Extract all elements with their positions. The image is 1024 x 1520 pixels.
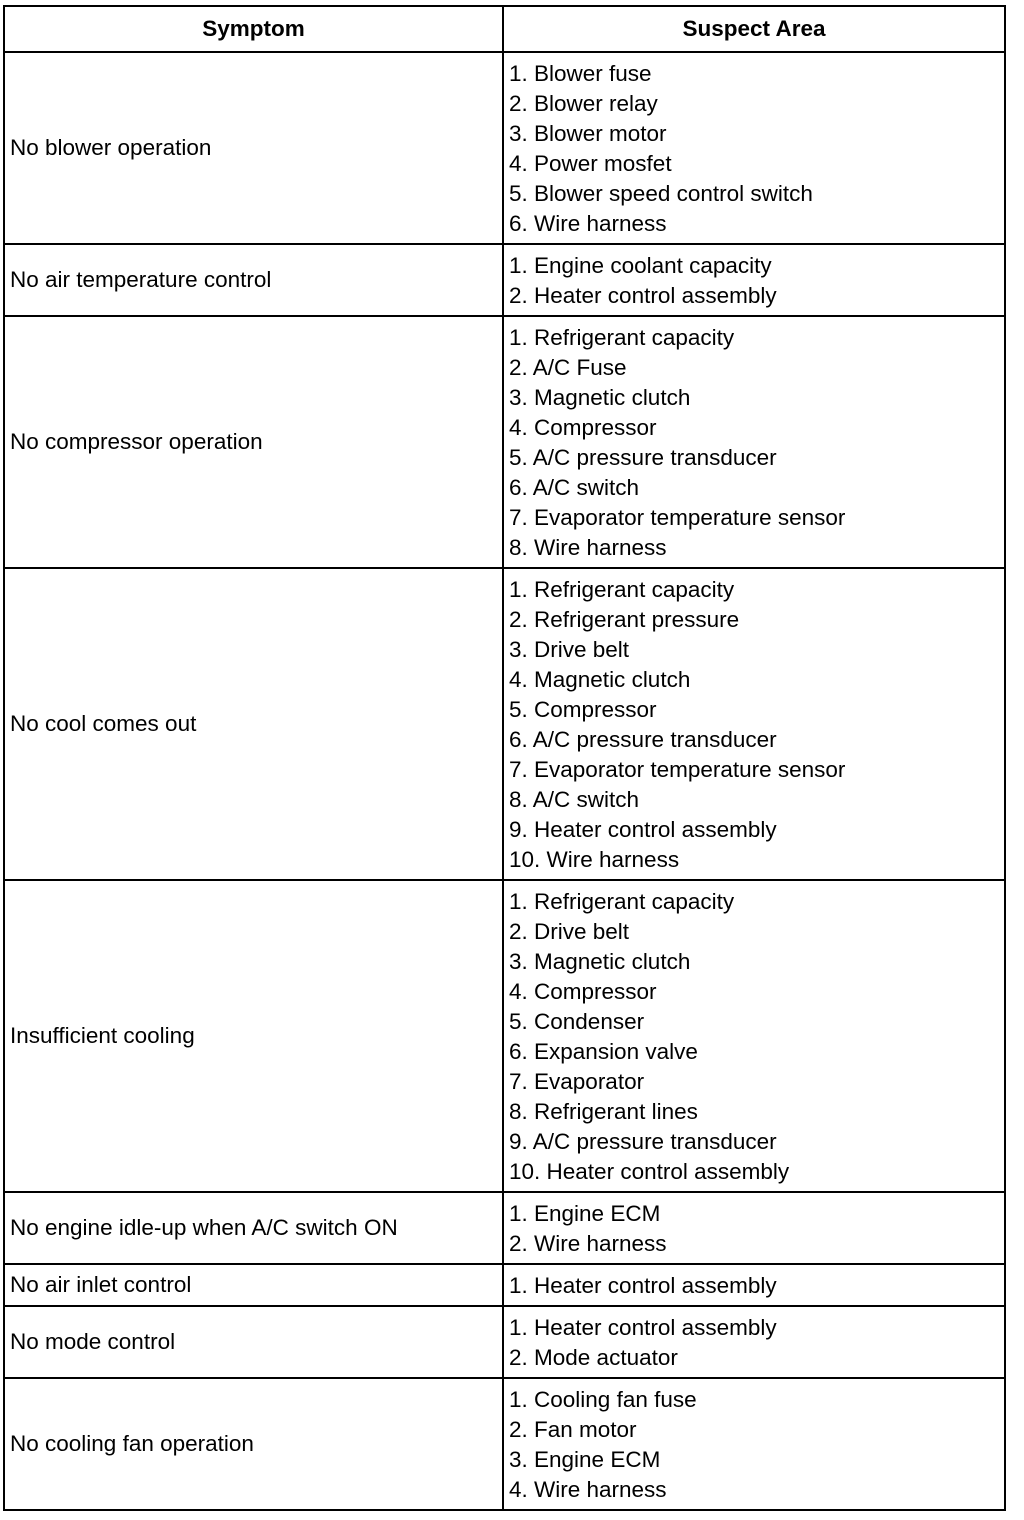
suspect-item: 8. Wire harness — [509, 535, 667, 560]
suspect-item: 6. A/C pressure transducer — [509, 727, 777, 752]
table-row — [4, 568, 1005, 880]
troubleshooting-table — [3, 5, 1006, 1511]
table-row — [4, 1264, 1005, 1306]
suspect-area-cell — [503, 1306, 1005, 1378]
header-symptom: Symptom — [4, 6, 503, 52]
suspect-item: 2. Fan motor — [509, 1417, 637, 1442]
suspect-item: 4. Compressor — [509, 415, 657, 440]
header-row — [4, 6, 1005, 52]
table-row — [4, 1192, 1005, 1264]
suspect-item: 8. Refrigerant lines — [509, 1099, 698, 1124]
table-body — [4, 52, 1005, 1510]
suspect-item: 1. Refrigerant capacity — [509, 577, 735, 602]
suspect-area-cell — [503, 1378, 1005, 1510]
suspect-item: 2. Drive belt — [509, 919, 630, 944]
suspect-item: 2. Wire harness — [509, 1231, 667, 1256]
suspect-item: 9. A/C pressure transducer — [509, 1129, 777, 1154]
suspect-area-cell — [503, 568, 1005, 880]
suspect-item: 3. Blower motor — [509, 121, 667, 146]
suspect-area-cell — [503, 52, 1005, 244]
suspect-item: 3. Magnetic clutch — [509, 385, 691, 410]
symptom-cell: No engine idle-up when A/C switch ON — [4, 1192, 503, 1264]
suspect-item: 2. Refrigerant pressure — [509, 607, 740, 632]
suspect-item: 4. Magnetic clutch — [509, 667, 691, 692]
suspect-item: 5. A/C pressure transducer — [509, 445, 777, 470]
symptom-cell: No blower operation — [4, 52, 503, 244]
suspect-item: 7. Evaporator — [509, 1069, 645, 1094]
suspect-item: 1. Engine coolant capacity — [509, 253, 772, 278]
suspect-item: 10. Wire harness — [509, 847, 680, 872]
suspect-item: 2. Mode actuator — [509, 1345, 678, 1370]
suspect-item: 3. Engine ECM — [509, 1447, 661, 1472]
suspect-item: 9. Heater control assembly — [509, 817, 777, 842]
suspect-area-cell — [503, 316, 1005, 568]
suspect-item: 2. Blower relay — [509, 91, 658, 116]
suspect-item: 7. Evaporator temperature sensor — [509, 505, 846, 530]
suspect-item: 6. Expansion valve — [509, 1039, 698, 1064]
suspect-item: 4. Wire harness — [509, 1477, 667, 1502]
table-row — [4, 244, 1005, 316]
symptom-cell: No compressor operation — [4, 316, 503, 568]
symptom-cell: No cool comes out — [4, 568, 503, 880]
symptom-cell: No mode control — [4, 1306, 503, 1378]
suspect-item: 5. Compressor — [509, 697, 657, 722]
suspect-item: 4. Power mosfet — [509, 151, 672, 176]
suspect-item: 10. Heater control assembly — [509, 1159, 790, 1184]
suspect-area-cell — [503, 880, 1005, 1192]
symptom-cell: No cooling fan operation — [4, 1378, 503, 1510]
symptom-cell: No air inlet control — [4, 1264, 503, 1306]
suspect-item: 1. Engine ECM — [509, 1201, 661, 1226]
table-row — [4, 316, 1005, 568]
suspect-item: 7. Evaporator temperature sensor — [509, 757, 846, 782]
table-row — [4, 1306, 1005, 1378]
suspect-item: 1. Cooling fan fuse — [509, 1387, 697, 1412]
suspect-item: 5. Blower speed control switch — [509, 181, 813, 206]
suspect-item: 3. Drive belt — [509, 637, 630, 662]
suspect-item: 3. Magnetic clutch — [509, 949, 691, 974]
suspect-item: 6. A/C switch — [509, 475, 640, 500]
suspect-item: 1. Heater control assembly — [509, 1273, 777, 1298]
table-row — [4, 1378, 1005, 1510]
table-row — [4, 880, 1005, 1192]
suspect-area-cell — [503, 1192, 1005, 1264]
suspect-item: 2. A/C Fuse — [509, 355, 627, 380]
suspect-item: 5. Condenser — [509, 1009, 645, 1034]
suspect-item: 8. A/C switch — [509, 787, 640, 812]
symptom-cell: No air temperature control — [4, 244, 503, 316]
suspect-item: 4. Compressor — [509, 979, 657, 1004]
suspect-item: 1. Refrigerant capacity — [509, 889, 735, 914]
suspect-item: 1. Blower fuse — [509, 61, 652, 86]
suspect-item: 1. Refrigerant capacity — [509, 325, 735, 350]
symptom-cell: Insufficient cooling — [4, 880, 503, 1192]
table-row — [4, 52, 1005, 244]
suspect-area-cell — [503, 244, 1005, 316]
header-suspect-area: Suspect Area — [503, 6, 1005, 52]
suspect-item: 2. Heater control assembly — [509, 283, 777, 308]
suspect-item: 1. Heater control assembly — [509, 1315, 777, 1340]
suspect-item: 6. Wire harness — [509, 211, 667, 236]
suspect-area-cell — [503, 1264, 1005, 1306]
